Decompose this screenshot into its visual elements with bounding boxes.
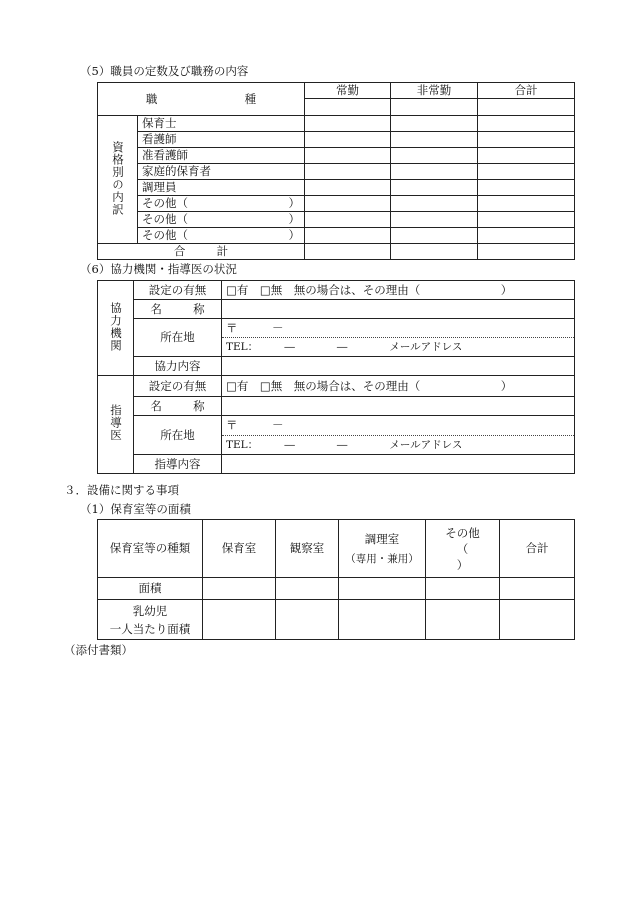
staff-other-label: その他（ (142, 196, 188, 210)
staff-cell[interactable] (478, 228, 575, 244)
doc-side-label-cell (98, 376, 134, 474)
facility-row-per-label (98, 600, 203, 640)
staff-cell[interactable] (478, 196, 575, 212)
staff-cell[interactable] (305, 116, 391, 132)
staff-cell[interactable] (478, 132, 575, 148)
facility-other-a: その他 (445, 525, 480, 540)
staff-side-label: 資格別の内訳 (111, 140, 125, 216)
staff-header-parttime: 非常勤 (391, 83, 478, 99)
org-presence-label: 設定の有無 (134, 281, 222, 300)
coop-section-heading: （6）協力機関・指導医の状況 (80, 262, 237, 276)
staff-other-row-label (138, 212, 305, 228)
staff-cell[interactable] (478, 244, 575, 260)
staff-cell[interactable] (305, 196, 391, 212)
facility-sub-heading: （1）保育室等の面積 (80, 502, 191, 516)
staff-section-heading: （5）職員の定数及び職務の内容 (80, 64, 249, 78)
staff-cell[interactable] (391, 228, 478, 244)
staff-header-type-b: 種 (244, 91, 257, 106)
facility-row-area-label: 面積 (98, 578, 203, 600)
facility-table (97, 519, 575, 640)
staff-cell[interactable] (305, 180, 391, 196)
staff-cell[interactable] (391, 164, 478, 180)
facility-cell[interactable] (203, 578, 276, 600)
coop-table (97, 280, 575, 474)
facility-header-observation: 観察室 (276, 520, 339, 578)
staff-other-row-label (138, 228, 305, 244)
staff-cell[interactable] (305, 132, 391, 148)
staff-cell[interactable] (305, 244, 391, 260)
staff-cell[interactable] (478, 148, 575, 164)
facility-cell[interactable] (426, 578, 500, 600)
facility-row-per-b: 一人当たり面積 (109, 621, 191, 636)
org-content-field[interactable] (222, 357, 575, 376)
staff-header-total: 合計 (478, 83, 575, 99)
staff-cell[interactable] (305, 228, 391, 244)
staff-cell[interactable] (478, 99, 575, 116)
facility-cell[interactable] (203, 600, 276, 640)
staff-row-label: 調理員 (138, 180, 305, 196)
staff-row-label: 准看護師 (138, 148, 305, 164)
staff-side-label-cell (98, 116, 138, 244)
staff-cell[interactable] (478, 116, 575, 132)
facility-cell[interactable] (276, 600, 339, 640)
staff-total-a: 合 (173, 244, 186, 258)
doc-postal-field[interactable]: 〒 － (222, 416, 575, 436)
staff-other-close: ） (288, 212, 300, 226)
facility-row-per-a: 乳幼児 (132, 603, 168, 618)
staff-cell[interactable] (391, 180, 478, 196)
facility-cell[interactable] (500, 578, 575, 600)
org-postal-field[interactable]: 〒 － (222, 319, 575, 338)
org-name-b: 称 (193, 301, 205, 316)
facility-cell[interactable] (276, 578, 339, 600)
doc-presence-label: 設定の有無 (134, 376, 222, 397)
staff-cell[interactable] (305, 99, 391, 116)
staff-cell[interactable] (478, 212, 575, 228)
staff-cell[interactable] (391, 244, 478, 260)
org-name-a: 名 (150, 301, 162, 316)
doc-name-a: 名 (150, 398, 162, 413)
staff-header-fulltime: 常勤 (305, 83, 391, 99)
staff-cell[interactable] (391, 196, 478, 212)
facility-kitchen-a: 調理室 (364, 531, 400, 546)
staff-other-close: ） (288, 228, 300, 242)
doc-content-field[interactable] (222, 455, 575, 474)
facility-other-c: ） (456, 557, 469, 572)
staff-row-label: 保育士 (138, 116, 305, 132)
staff-total-label (98, 244, 305, 260)
org-tel-field[interactable]: TEL： ― ― メールアドレス (222, 338, 575, 357)
facility-header-kind: 保育室等の種類 (98, 520, 203, 578)
org-name-label (134, 300, 222, 319)
doc-address-label: 所在地 (134, 416, 222, 455)
staff-other-row-label (138, 196, 305, 212)
staff-cell[interactable] (391, 148, 478, 164)
staff-cell[interactable] (391, 99, 478, 116)
staff-row-label: 看護師 (138, 132, 305, 148)
org-side-label: 協力機関 (109, 301, 123, 352)
doc-name-field[interactable] (222, 397, 575, 416)
staff-cell[interactable] (478, 164, 575, 180)
staff-other-label: その他（ (142, 212, 188, 226)
doc-content-label: 指導内容 (134, 455, 222, 474)
staff-total-b: 計 (216, 244, 229, 258)
org-presence-value[interactable]: □有 □無 無の場合は、その理由（ ） (222, 281, 575, 300)
staff-cell[interactable] (305, 164, 391, 180)
staff-cell[interactable] (478, 180, 575, 196)
org-side-label-cell (98, 281, 134, 376)
facility-other-b: （ (456, 541, 469, 556)
staff-header-type-a: 職 (145, 91, 158, 106)
staff-other-close: ） (288, 196, 300, 210)
facility-cell[interactable] (339, 578, 426, 600)
staff-cell[interactable] (391, 212, 478, 228)
staff-row-label: 家庭的保育者 (138, 164, 305, 180)
doc-name-b: 称 (193, 398, 205, 413)
org-content-label: 協力内容 (134, 357, 222, 376)
staff-table (97, 82, 575, 260)
org-name-field[interactable] (222, 300, 575, 319)
facility-kitchen-b: （専用・兼用） (345, 552, 419, 565)
doc-presence-value[interactable]: □有 □無 無の場合は、その理由（ ） (222, 376, 575, 397)
staff-cell[interactable] (305, 212, 391, 228)
facility-cell[interactable] (426, 600, 500, 640)
facility-header-other (426, 520, 500, 578)
staff-other-label: その他（ (142, 228, 188, 242)
doc-side-label: 指導医 (109, 404, 123, 442)
doc-tel-field[interactable]: TEL： ― ― メールアドレス (222, 436, 575, 455)
facility-section-heading: ３．設備に関する事項 (64, 483, 179, 497)
staff-cell[interactable] (391, 132, 478, 148)
staff-cell[interactable] (305, 148, 391, 164)
facility-cell[interactable] (500, 600, 575, 640)
facility-header-kitchen (339, 520, 426, 578)
facility-header-total: 合計 (500, 520, 575, 578)
staff-cell[interactable] (391, 116, 478, 132)
org-address-label: 所在地 (134, 319, 222, 357)
doc-name-label (134, 397, 222, 416)
facility-cell[interactable] (339, 600, 426, 640)
facility-header-nursery: 保育室 (203, 520, 276, 578)
staff-header-type (98, 83, 305, 116)
attachments-label: （添付書類） (64, 643, 133, 657)
